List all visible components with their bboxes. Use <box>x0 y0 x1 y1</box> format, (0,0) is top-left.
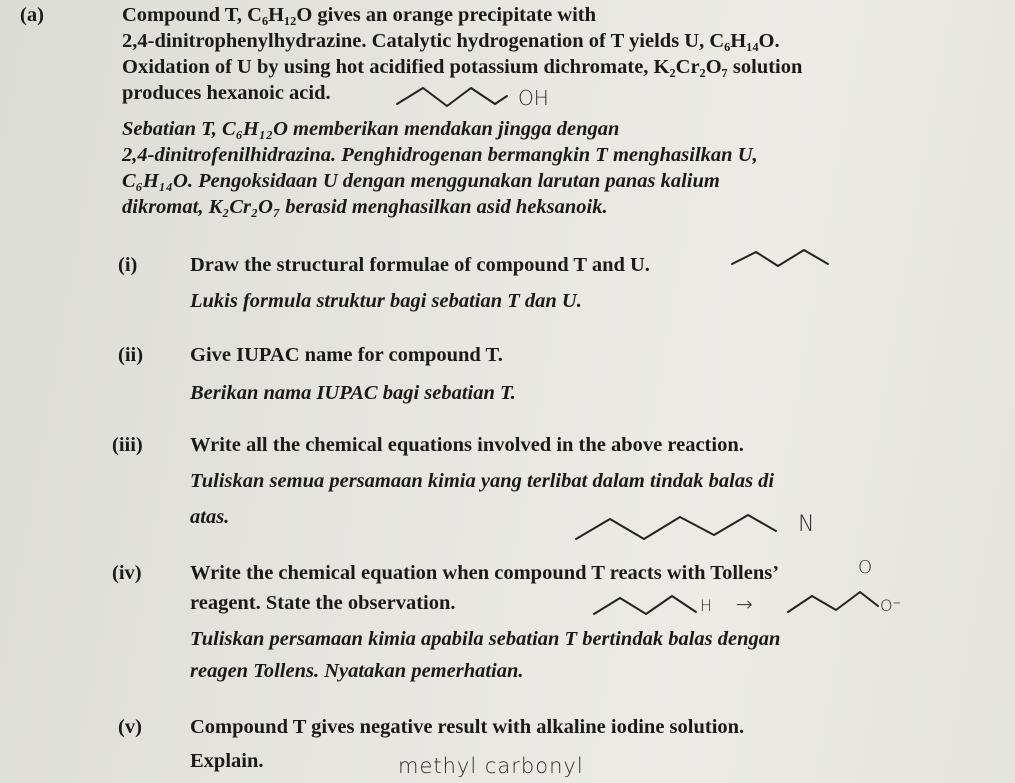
part-label: (a) <box>20 4 44 26</box>
zigzag-sketch-equation <box>572 505 815 555</box>
hexanol-skeletal-sketch <box>395 82 525 122</box>
question-i-ms: Lukis formula struktur bagi sebatian T dan U. <box>190 290 582 312</box>
question-iv-ms-line1: Tuliskan persamaan kimia apabila sebatian T bertindak balas dengan <box>190 628 781 650</box>
handwritten-n: N <box>798 512 815 537</box>
handwritten-o-minus: O⁻ <box>880 596 902 615</box>
handwritten-methyl-carbonyl: methyl carbonyl <box>398 754 584 778</box>
question-v-number: (v) <box>118 716 142 738</box>
stem-en-line1: Compound T, C₆H₁₂O gives an orange precipitate with <box>122 4 597 26</box>
handwritten-o-top: O <box>858 557 873 578</box>
stem-ms-line1: Sebatian T, C₆H₁₂O memberikan mendakan jingga dengan <box>122 118 620 140</box>
stem-en-line2: 2,4-dinitrophenylhydrazine. Catalytic hydrogenation of T yields U, C₆H₁₄O. <box>122 30 780 52</box>
zigzag-sketch <box>730 248 840 278</box>
question-iv-number: (iv) <box>112 562 142 584</box>
aldehyde-sketch <box>592 588 702 622</box>
question-iii-ms-line1: Tuliskan semua persamaan kimia yang terlibat dalam tindak balas di <box>190 470 775 492</box>
question-iv-en-line1: Write the chemical equation when compound T reacts with Tollens’ <box>190 562 780 584</box>
stem-ms-line4: dikromat, K₂Cr₂O₇ berasid menghasilkan asid heksanoik. <box>122 196 608 218</box>
question-ii-en: Give IUPAC name for compound T. <box>190 344 503 366</box>
stem-ms-line2: 2,4-dinitrofenilhidrazina. Penghidrogenan bermangkin T menghasilkan U, <box>122 144 758 166</box>
handwritten-oh: OH <box>518 86 549 110</box>
question-iii-number: (iii) <box>112 434 143 456</box>
question-v-en-line1: Compound T gives negative result with alkaline iodine solution. <box>190 716 745 738</box>
stem-en-line4: produces hexanoic acid. <box>122 82 331 104</box>
question-iii-en: Write all the chemical equations involved in the above reaction. <box>190 434 744 456</box>
stem-ms-line3: C₆H₁₄O. Pengoksidaan U dengan menggunakan larutan panas kalium <box>122 170 720 192</box>
handwritten-h: H <box>700 596 713 615</box>
question-ii-ms: Berikan nama IUPAC bagi sebatian T. <box>190 382 516 404</box>
question-i-en: Draw the structural formulae of compound T and U. <box>190 254 650 276</box>
question-ii-number: (ii) <box>118 344 144 366</box>
question-iii-ms-line2: atas. <box>190 506 230 528</box>
question-iv-ms-line2: reagen Tollens. Nyatakan pemerhatian. <box>190 660 524 682</box>
handwritten-arrow: → <box>736 592 753 616</box>
question-v-en-line2: Explain. <box>190 750 264 772</box>
stem-en-line3: Oxidation of U by using hot acidified potassium dichromate, K₂Cr₂O₇ solution <box>122 56 803 78</box>
question-iv-en-line2: reagent. State the observation. <box>190 592 456 614</box>
question-i-number: (i) <box>118 254 138 276</box>
